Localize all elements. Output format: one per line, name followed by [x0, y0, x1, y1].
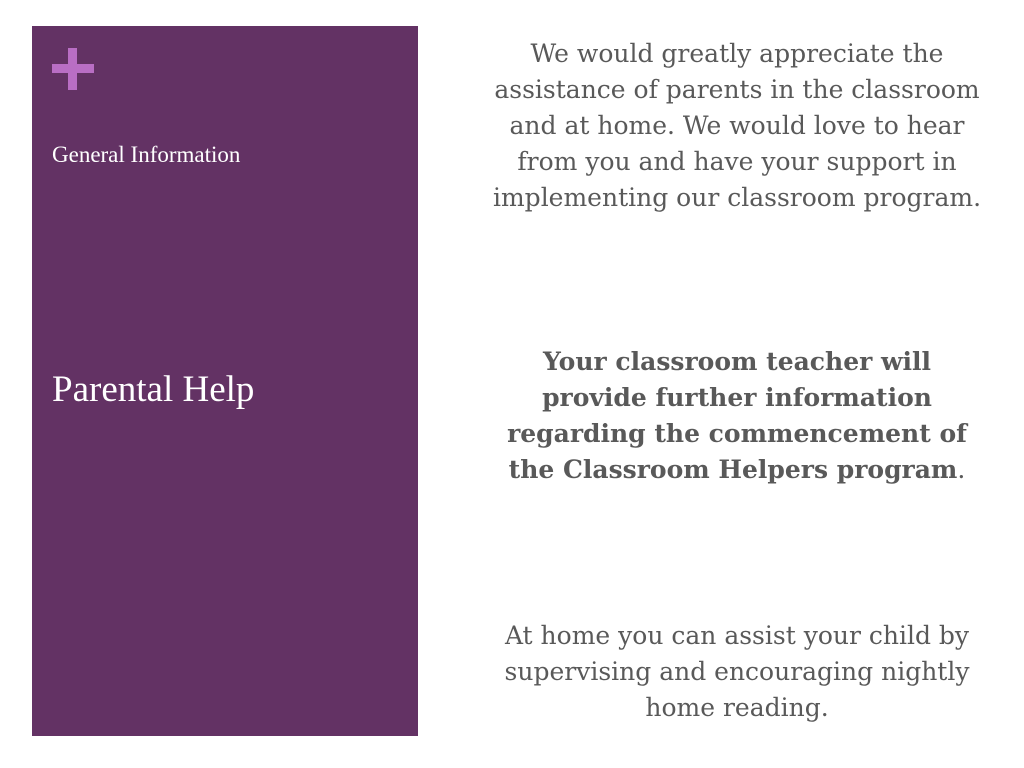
slide-title: Parental Help — [52, 369, 255, 410]
teacher-info-bold-text: Your classroom teacher will provide further information regarding the commencement of the Classroom Helpers program — [507, 347, 967, 484]
teacher-info-paragraph — [490, 344, 984, 488]
section-label: General Information — [52, 142, 241, 167]
teacher-info-tail: . — [957, 455, 966, 484]
home-reading-paragraph: At home you can assist your child by supervising and encouraging nightly home reading. — [504, 621, 970, 722]
intro-paragraph: We would greatly appreciate the assistance of parents in the classroom and at home. We would love to hear from you and have your support in implementing our classroom program. — [492, 39, 982, 212]
title-panel — [32, 26, 418, 736]
plus-icon — [52, 48, 94, 90]
